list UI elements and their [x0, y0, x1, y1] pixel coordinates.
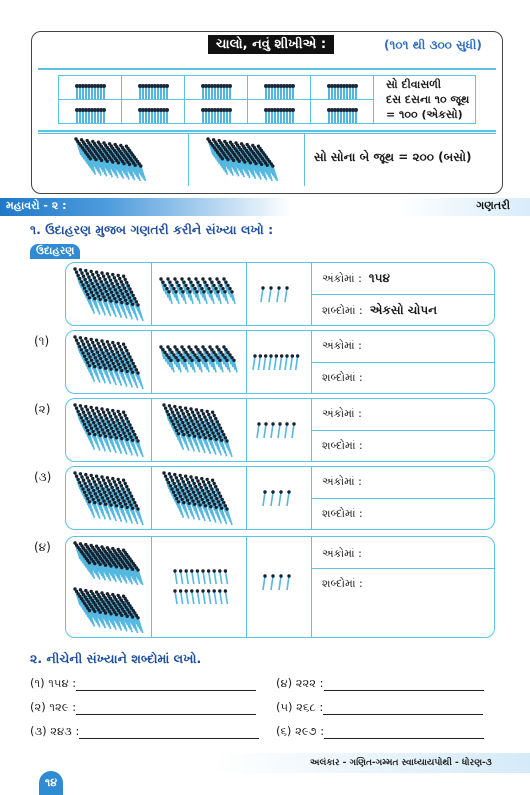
page-number: ૧૪	[39, 771, 63, 795]
answer-line[interactable]	[79, 726, 259, 739]
hundred-block	[160, 471, 238, 525]
hundred-block	[71, 403, 149, 457]
stick-bundle	[311, 76, 373, 99]
item-number: (૨)	[34, 402, 51, 416]
q2-item: (૪) ૨૨૨ :	[276, 676, 484, 691]
hundred-block	[204, 137, 284, 181]
bundle-cell	[59, 76, 122, 100]
single-sticks	[262, 489, 302, 509]
answer-line[interactable]	[76, 702, 256, 715]
digits-label: અંકોમાં :	[322, 547, 362, 560]
bundle-cell	[311, 76, 374, 100]
hundred-note: સો દીવાસળી દસ દસના ૧૦ જૂથ = ૧૦૦ (એકસો)	[374, 76, 476, 124]
stick-bundle	[59, 76, 121, 99]
stick-bundle	[248, 100, 310, 123]
bundle-cell	[122, 76, 185, 100]
q2-item: (૧) ૧૫૪ :	[30, 676, 256, 691]
item-card	[65, 398, 495, 462]
single-sticks	[256, 421, 306, 441]
item-number: (૩)	[34, 470, 52, 484]
bundle-cell	[248, 100, 311, 124]
words-label: શબ્દોમાં :	[322, 507, 363, 520]
example-card	[65, 262, 495, 326]
stick-bundle	[248, 76, 310, 99]
answer-line[interactable]	[324, 726, 484, 739]
intro-box	[31, 31, 503, 194]
q2-item: (૨) ૧૨૯ :	[30, 700, 256, 715]
q1-title: ૧. ઉદાહરણ મુજબ ગણતરી કરીને સંખ્યા લખો :	[30, 222, 274, 237]
stick-bundle	[311, 100, 373, 123]
q2-item: (૩) ૨૪૩ :	[30, 724, 259, 739]
stick-bundle	[122, 76, 184, 99]
intro-title: ચાલો, નવું શીખીએ :	[208, 35, 334, 54]
divider	[38, 130, 496, 132]
stick-bundle	[185, 76, 247, 99]
two-hundred-row	[38, 133, 496, 186]
two-hundred-note: સો સોના બે જૂથ = ૨૦૦ (બસો)	[314, 150, 472, 164]
section-bar	[0, 198, 530, 216]
footer-text: અલંકાર - ગણિત-ગમ્મત સ્વાધ્યાયપોથી - ધોરણ-૩	[310, 758, 492, 768]
item-card	[65, 330, 495, 394]
hundred-block	[71, 541, 149, 585]
intro-range: (૧૦૧ થી ૩૦૦ સુધી)	[384, 38, 482, 52]
ten-bundles	[158, 277, 242, 311]
hundred-block	[72, 137, 152, 181]
stick-bundles-table	[58, 75, 476, 124]
bundle-cell	[311, 100, 374, 124]
hundred-block	[160, 403, 238, 457]
stick-bundle	[122, 100, 184, 123]
digits-label: અંકોમાં :	[322, 475, 362, 488]
bundle-cell	[59, 100, 122, 124]
item-card	[65, 466, 495, 530]
topic-label: ગણતરી	[476, 199, 510, 212]
hundred-block	[71, 267, 149, 321]
item-number: (૪)	[34, 540, 51, 554]
example-words: એકસો ચોપન	[369, 303, 438, 317]
answer-line[interactable]	[76, 678, 256, 691]
answer-line[interactable]	[324, 678, 484, 691]
digits-label: અંકોમાં :	[322, 407, 362, 420]
words-label: શબ્દોમાં :	[322, 439, 363, 452]
stick-bundle	[185, 100, 247, 123]
words-label: શબ્દોમાં :	[322, 304, 363, 317]
item-card	[65, 536, 495, 638]
words-label: શબ્દોમાં :	[322, 577, 363, 590]
digits-label: અંકોમાં :	[322, 339, 362, 352]
example-digits: ૧૫૪	[368, 271, 391, 285]
stick-bundle	[59, 100, 121, 123]
ten-bundles	[158, 345, 242, 379]
single-sticks	[260, 285, 300, 305]
hundred-block	[71, 335, 149, 389]
bundle-cell	[122, 100, 185, 124]
bundle-cell	[185, 100, 248, 124]
item-number: (૧)	[34, 334, 50, 348]
answer-line[interactable]	[323, 702, 483, 715]
hundred-block	[71, 587, 149, 633]
exercise-label: મહાવરો - ૨ :	[6, 199, 67, 212]
q2-title: ૨. નીચેની સંખ્યાને શબ્દોમાં લખો.	[30, 651, 202, 666]
single-sticks	[262, 573, 302, 593]
hundred-block	[71, 471, 149, 525]
bundle-cell	[185, 76, 248, 100]
single-sticks	[252, 353, 308, 373]
words-label: શબ્દોમાં :	[322, 371, 363, 384]
bundle-cell	[248, 76, 311, 100]
digits-label: અંકોમાં :	[322, 272, 362, 285]
q2-item: (૫) ૨૬૮ :	[276, 700, 483, 715]
example-badge: ઉદાહરણ	[30, 244, 80, 259]
q2-item: (૬) ૨૯૭ :	[276, 724, 484, 739]
divider	[38, 68, 496, 70]
ten-bundles-grid	[172, 567, 236, 607]
